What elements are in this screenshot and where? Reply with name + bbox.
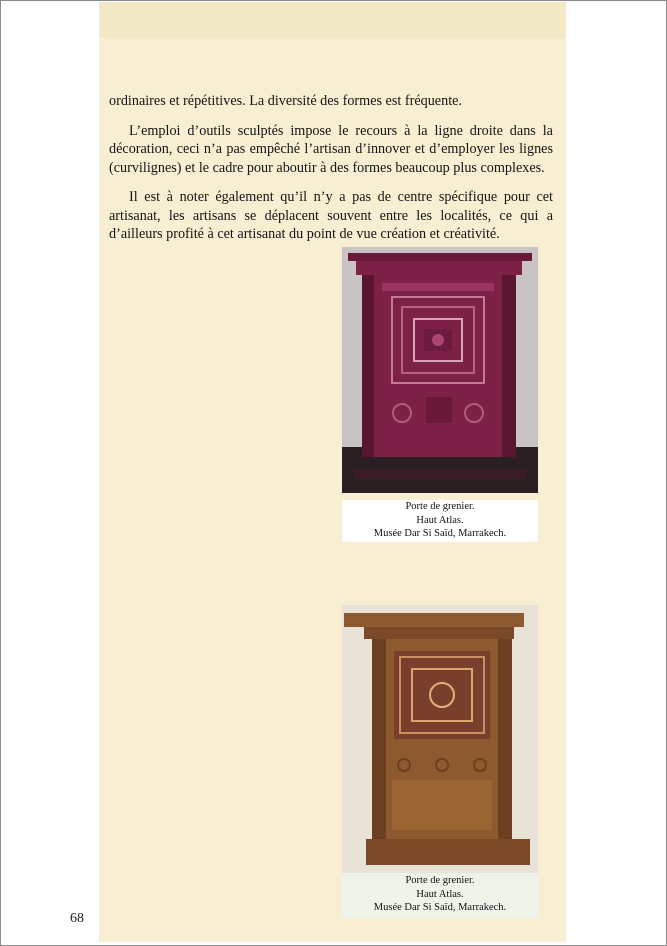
- caption-line: Porte de grenier.: [405, 875, 475, 886]
- page-panel-top: [99, 2, 566, 38]
- paragraph: ordinaires et répétitives. La diversité des formes est fréquente.: [109, 93, 462, 109]
- granary-door-photo-2: [342, 605, 538, 873]
- caption-line: Haut Atlas.: [416, 888, 464, 900]
- caption-line: Musée Dar Si Saïd, Marrakech.: [373, 528, 507, 539]
- caption-line: Haut Atlas.: [416, 514, 464, 526]
- caption-line: Musée Dar Si Saïd, Marrakech.: [373, 902, 507, 913]
- figure-caption-1: [342, 500, 538, 542]
- page-number: 68: [70, 911, 84, 926]
- granary-door-photo-1: [342, 247, 538, 493]
- paragraph: Il est à noter également qu’il n’y a pas de centre spécifique pour cet artisanat, les artisans se déplacent souvent entre les localités, ce qui a d’ailleurs profité à cet artisanat du point de vue création et créativité.: [109, 189, 553, 242]
- figure-caption-2: [342, 873, 538, 918]
- caption-line: Porte de grenier.: [405, 501, 475, 512]
- body-text: [109, 92, 553, 255]
- paragraph: L’emploi d’outils sculptés impose le recours à la ligne droite dans la décoration, ceci n’a pas empêché l’artisan d’innover et d’employer les lignes (curvilignes) et le cadre pour aboutir à des formes beaucoup plus complexes.: [109, 122, 553, 176]
